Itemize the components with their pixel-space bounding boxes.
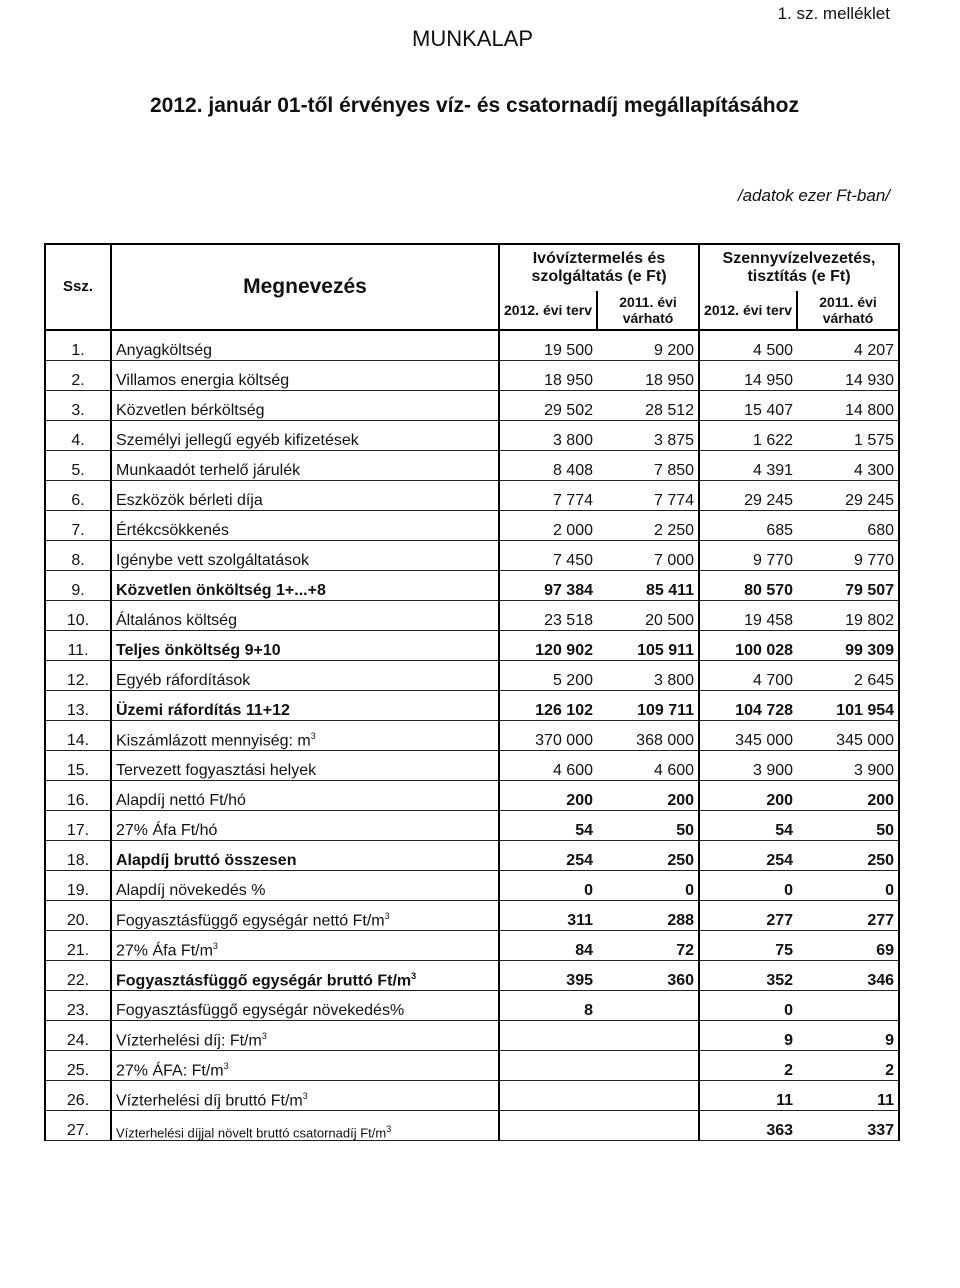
superscript: 3	[261, 1030, 267, 1041]
sewage-2011-value	[797, 991, 899, 1021]
page-title: MUNKALAP	[412, 26, 534, 51]
sewage-2011-value: 19 802	[797, 601, 899, 631]
water-2012-value: 29 502	[499, 391, 597, 421]
row-label	[111, 961, 499, 991]
table-row	[45, 511, 899, 541]
row-label	[111, 511, 499, 541]
row-label-text: Munkaadót terhelő járulék	[116, 462, 301, 479]
sewage-2011-value: 14 800	[797, 391, 899, 421]
row-label-text: Alapdíj növekedés %	[116, 882, 266, 899]
water-2012-value: 84	[499, 931, 597, 961]
water-2012-value: 370 000	[499, 721, 597, 751]
table-row	[45, 571, 899, 601]
sewage-2012-value: 0	[699, 871, 797, 901]
water-2012-value: 97 384	[499, 571, 597, 601]
document-subtitle: 2012. január 01-től érvényes víz- és csatornadíj megállapításához	[150, 94, 799, 117]
sewage-2011-value: 50	[797, 811, 899, 841]
water-2011-value: 7 000	[597, 541, 699, 571]
sewage-2011-value: 345 000	[797, 721, 899, 751]
sewage-2011-value: 250	[797, 841, 899, 871]
row-label	[111, 481, 499, 511]
row-number: 14.	[45, 721, 111, 751]
water-2011-value: 4 600	[597, 751, 699, 781]
row-label-text: Vízterhelési díjjal növelt bruttó csatornadíj Ft/m	[116, 1125, 387, 1140]
table-row	[45, 330, 899, 361]
row-label-text: Általános költség	[116, 612, 237, 629]
sewage-2011-value: 2 645	[797, 661, 899, 691]
water-2012-value	[499, 1021, 597, 1051]
sewage-2012-value: 277	[699, 901, 797, 931]
water-2011-value: 7 850	[597, 451, 699, 481]
table-row	[45, 841, 899, 871]
table-body	[45, 330, 899, 1141]
row-label	[111, 571, 499, 601]
water-2012-value: 7 450	[499, 541, 597, 571]
row-number: 17.	[45, 811, 111, 841]
row-number: 7.	[45, 511, 111, 541]
water-2012-value: 23 518	[499, 601, 597, 631]
water-2011-value: 85 411	[597, 571, 699, 601]
water-2012-value: 120 902	[499, 631, 597, 661]
sewage-2011-value: 14 930	[797, 361, 899, 391]
row-number: 27.	[45, 1111, 111, 1141]
sewage-2011-value: 101 954	[797, 691, 899, 721]
water-2012-value: 54	[499, 811, 597, 841]
water-2011-value: 72	[597, 931, 699, 961]
table-row	[45, 1021, 899, 1051]
sewage-2011-value: 1 575	[797, 421, 899, 451]
water-2011-value: 360	[597, 961, 699, 991]
water-2012-value: 0	[499, 871, 597, 901]
row-label-text: Üzemi ráfordítás 11+12	[116, 702, 290, 719]
header-water-2011: 2011. évi várható	[597, 291, 699, 330]
sewage-2011-value: 0	[797, 871, 899, 901]
row-label-text: Közvetlen bérköltség	[116, 402, 265, 419]
sewage-2011-value: 99 309	[797, 631, 899, 661]
table-row	[45, 451, 899, 481]
water-2011-value: 368 000	[597, 721, 699, 751]
water-2012-value: 4 600	[499, 751, 597, 781]
sewage-2011-value: 3 900	[797, 751, 899, 781]
water-2011-value: 288	[597, 901, 699, 931]
table-row	[45, 631, 899, 661]
row-label-text: Személyi jellegű egyéb kifizetések	[116, 432, 359, 449]
sewage-2012-value: 4 700	[699, 661, 797, 691]
row-label	[111, 330, 499, 361]
row-label-text: Eszközök bérleti díja	[116, 492, 263, 509]
header-group-water: Ivóvíztermelés és szolgáltatás (e Ft)	[499, 244, 699, 291]
row-label	[111, 751, 499, 781]
water-2012-value	[499, 1051, 597, 1081]
table-row	[45, 991, 899, 1021]
sewage-2011-value: 9 770	[797, 541, 899, 571]
sewage-2012-value: 352	[699, 961, 797, 991]
units-note: /adatok ezer Ft-ban/	[737, 186, 890, 205]
sewage-2011-value: 337	[797, 1111, 899, 1141]
table-row	[45, 601, 899, 631]
header-megnevezes: Megnevezés	[111, 244, 499, 330]
sewage-2012-value: 9	[699, 1021, 797, 1051]
row-label	[111, 661, 499, 691]
superscript: 3	[386, 1123, 392, 1134]
water-2012-value: 19 500	[499, 330, 597, 361]
table-row	[45, 661, 899, 691]
row-number: 5.	[45, 451, 111, 481]
water-2011-value: 0	[597, 871, 699, 901]
sewage-2012-value: 14 950	[699, 361, 797, 391]
sewage-2012-value: 0	[699, 991, 797, 1021]
row-number: 25.	[45, 1051, 111, 1081]
water-2011-value: 250	[597, 841, 699, 871]
row-number: 3.	[45, 391, 111, 421]
table-row	[45, 691, 899, 721]
table-row	[45, 781, 899, 811]
water-2012-value	[499, 1111, 597, 1141]
row-label	[111, 871, 499, 901]
header-group-sewage: Szennyvízelvezetés, tisztítás (e Ft)	[699, 244, 899, 291]
water-2012-value: 2 000	[499, 511, 597, 541]
row-number: 22.	[45, 961, 111, 991]
row-label	[111, 901, 499, 931]
row-label-text: 27% Áfa Ft/m	[116, 942, 213, 959]
water-2011-value: 3 875	[597, 421, 699, 451]
sewage-2011-value: 79 507	[797, 571, 899, 601]
water-2011-value: 200	[597, 781, 699, 811]
sewage-2012-value: 75	[699, 931, 797, 961]
water-2011-value: 105 911	[597, 631, 699, 661]
table-row	[45, 871, 899, 901]
water-2012-value	[499, 1081, 597, 1111]
row-label	[111, 541, 499, 571]
row-label-text: Alapdíj nettó Ft/hó	[116, 792, 246, 809]
row-label-text: Anyagköltség	[116, 342, 213, 359]
table-row	[45, 721, 899, 751]
row-label	[111, 391, 499, 421]
row-label	[111, 1021, 499, 1051]
table-row	[45, 421, 899, 451]
row-label-text: Értékcsökkenés	[116, 522, 229, 539]
sewage-2011-value: 9	[797, 1021, 899, 1051]
row-label-text: Egyéb ráfordítások	[116, 672, 251, 689]
row-label	[111, 841, 499, 871]
row-number: 13.	[45, 691, 111, 721]
water-2011-value	[597, 1081, 699, 1111]
row-number: 26.	[45, 1081, 111, 1111]
sewage-2011-value: 2	[797, 1051, 899, 1081]
table-row	[45, 481, 899, 511]
row-label-text: 27% ÁFA: Ft/m	[116, 1062, 224, 1079]
sewage-2012-value: 11	[699, 1081, 797, 1111]
row-label-text: Fogyasztásfüggő egységár nettó Ft/m	[116, 912, 385, 929]
header-sewage-2012: 2012. évi terv	[699, 291, 797, 330]
cost-table	[44, 243, 900, 1141]
row-number: 23.	[45, 991, 111, 1021]
table-row	[45, 751, 899, 781]
row-label	[111, 781, 499, 811]
table-row	[45, 1081, 899, 1111]
row-label	[111, 451, 499, 481]
row-label-text: Villamos energia költség	[116, 372, 290, 389]
water-2012-value: 5 200	[499, 661, 597, 691]
row-label-text: Fogyasztásfüggő egységár növekedés%	[116, 1002, 405, 1019]
water-2011-value: 9 200	[597, 330, 699, 361]
water-2012-value: 7 774	[499, 481, 597, 511]
table-row	[45, 1051, 899, 1081]
sewage-2012-value: 54	[699, 811, 797, 841]
row-label-text: Teljes önköltség 9+10	[116, 642, 281, 659]
row-number: 16.	[45, 781, 111, 811]
sewage-2012-value: 345 000	[699, 721, 797, 751]
water-2012-value: 18 950	[499, 361, 597, 391]
water-2011-value: 7 774	[597, 481, 699, 511]
row-label-text: Kiszámlázott mennyiség: m	[116, 732, 311, 749]
water-2012-value: 8	[499, 991, 597, 1021]
water-2011-value: 2 250	[597, 511, 699, 541]
header-sewage-2011: 2011. évi várható	[797, 291, 899, 330]
row-number: 24.	[45, 1021, 111, 1051]
sewage-2012-value: 104 728	[699, 691, 797, 721]
row-label	[111, 601, 499, 631]
sewage-2011-value: 680	[797, 511, 899, 541]
row-label-text: Fogyasztásfüggő egységár bruttó Ft/m	[116, 972, 412, 989]
sewage-2012-value: 363	[699, 1111, 797, 1141]
water-2011-value	[597, 1111, 699, 1141]
row-number: 12.	[45, 661, 111, 691]
row-label-text: Vízterhelési díj bruttó Ft/m	[116, 1092, 303, 1109]
row-number: 10.	[45, 601, 111, 631]
table-row	[45, 361, 899, 391]
header-ssz: Ssz.	[45, 244, 111, 330]
row-label-text: Vízterhelési díj: Ft/m	[116, 1032, 262, 1049]
water-2011-value	[597, 991, 699, 1021]
row-number: 21.	[45, 931, 111, 961]
sewage-2012-value: 200	[699, 781, 797, 811]
sewage-2012-value: 9 770	[699, 541, 797, 571]
row-label	[111, 931, 499, 961]
row-label	[111, 1051, 499, 1081]
sewage-2012-value: 2	[699, 1051, 797, 1081]
row-number: 1.	[45, 330, 111, 361]
sewage-2012-value: 19 458	[699, 601, 797, 631]
sewage-2012-value: 15 407	[699, 391, 797, 421]
water-2011-value: 50	[597, 811, 699, 841]
row-number: 8.	[45, 541, 111, 571]
sewage-2012-value: 685	[699, 511, 797, 541]
row-number: 19.	[45, 871, 111, 901]
superscript: 3	[223, 1060, 229, 1071]
water-2012-value: 126 102	[499, 691, 597, 721]
sewage-2012-value: 4 391	[699, 451, 797, 481]
sewage-2011-value: 29 245	[797, 481, 899, 511]
table-row	[45, 811, 899, 841]
sewage-2011-value: 346	[797, 961, 899, 991]
annex-label: 1. sz. melléklet	[777, 4, 890, 23]
water-2012-value: 254	[499, 841, 597, 871]
sewage-2011-value: 4 207	[797, 330, 899, 361]
superscript: 3	[384, 910, 390, 921]
row-label	[111, 691, 499, 721]
sewage-2011-value: 4 300	[797, 451, 899, 481]
row-label-text: 27% Áfa Ft/hó	[116, 822, 218, 839]
water-2012-value: 3 800	[499, 421, 597, 451]
row-label	[111, 1111, 499, 1141]
superscript: 3	[212, 940, 218, 951]
sewage-2012-value: 80 570	[699, 571, 797, 601]
row-label-text: Alapdíj bruttó összesen	[116, 852, 297, 869]
water-2011-value: 18 950	[597, 361, 699, 391]
header-water-2012: 2012. évi terv	[499, 291, 597, 330]
row-number: 9.	[45, 571, 111, 601]
water-2011-value: 20 500	[597, 601, 699, 631]
superscript: 3	[411, 970, 417, 981]
sewage-2012-value: 3 900	[699, 751, 797, 781]
row-number: 4.	[45, 421, 111, 451]
table-row	[45, 1111, 899, 1141]
water-2012-value: 8 408	[499, 451, 597, 481]
water-2012-value: 200	[499, 781, 597, 811]
water-2011-value	[597, 1051, 699, 1081]
row-label	[111, 811, 499, 841]
water-2011-value: 109 711	[597, 691, 699, 721]
sewage-2012-value: 1 622	[699, 421, 797, 451]
table-row	[45, 391, 899, 421]
sewage-2011-value: 69	[797, 931, 899, 961]
sewage-2012-value: 254	[699, 841, 797, 871]
water-2011-value	[597, 1021, 699, 1051]
table-row	[45, 961, 899, 991]
table-row	[45, 901, 899, 931]
superscript: 3	[310, 730, 316, 741]
row-number: 2.	[45, 361, 111, 391]
row-label-text: Igénybe vett szolgáltatások	[116, 552, 310, 569]
row-label	[111, 631, 499, 661]
superscript: 3	[302, 1090, 308, 1101]
water-2012-value: 395	[499, 961, 597, 991]
table-row	[45, 541, 899, 571]
sewage-2011-value: 11	[797, 1081, 899, 1111]
row-number: 6.	[45, 481, 111, 511]
sewage-2012-value: 100 028	[699, 631, 797, 661]
row-label	[111, 361, 499, 391]
sewage-2012-value: 4 500	[699, 330, 797, 361]
table-row	[45, 931, 899, 961]
sewage-2012-value: 29 245	[699, 481, 797, 511]
row-number: 18.	[45, 841, 111, 871]
row-number: 20.	[45, 901, 111, 931]
row-label-text: Közvetlen önköltség 1+...+8	[116, 582, 326, 599]
row-label	[111, 421, 499, 451]
sewage-2011-value: 200	[797, 781, 899, 811]
row-label-text: Tervezett fogyasztási helyek	[116, 762, 317, 779]
row-number: 15.	[45, 751, 111, 781]
row-number: 11.	[45, 631, 111, 661]
water-2011-value: 28 512	[597, 391, 699, 421]
water-2011-value: 3 800	[597, 661, 699, 691]
water-2012-value: 311	[499, 901, 597, 931]
row-label	[111, 991, 499, 1021]
row-label	[111, 1081, 499, 1111]
sewage-2011-value: 277	[797, 901, 899, 931]
row-label	[111, 721, 499, 751]
